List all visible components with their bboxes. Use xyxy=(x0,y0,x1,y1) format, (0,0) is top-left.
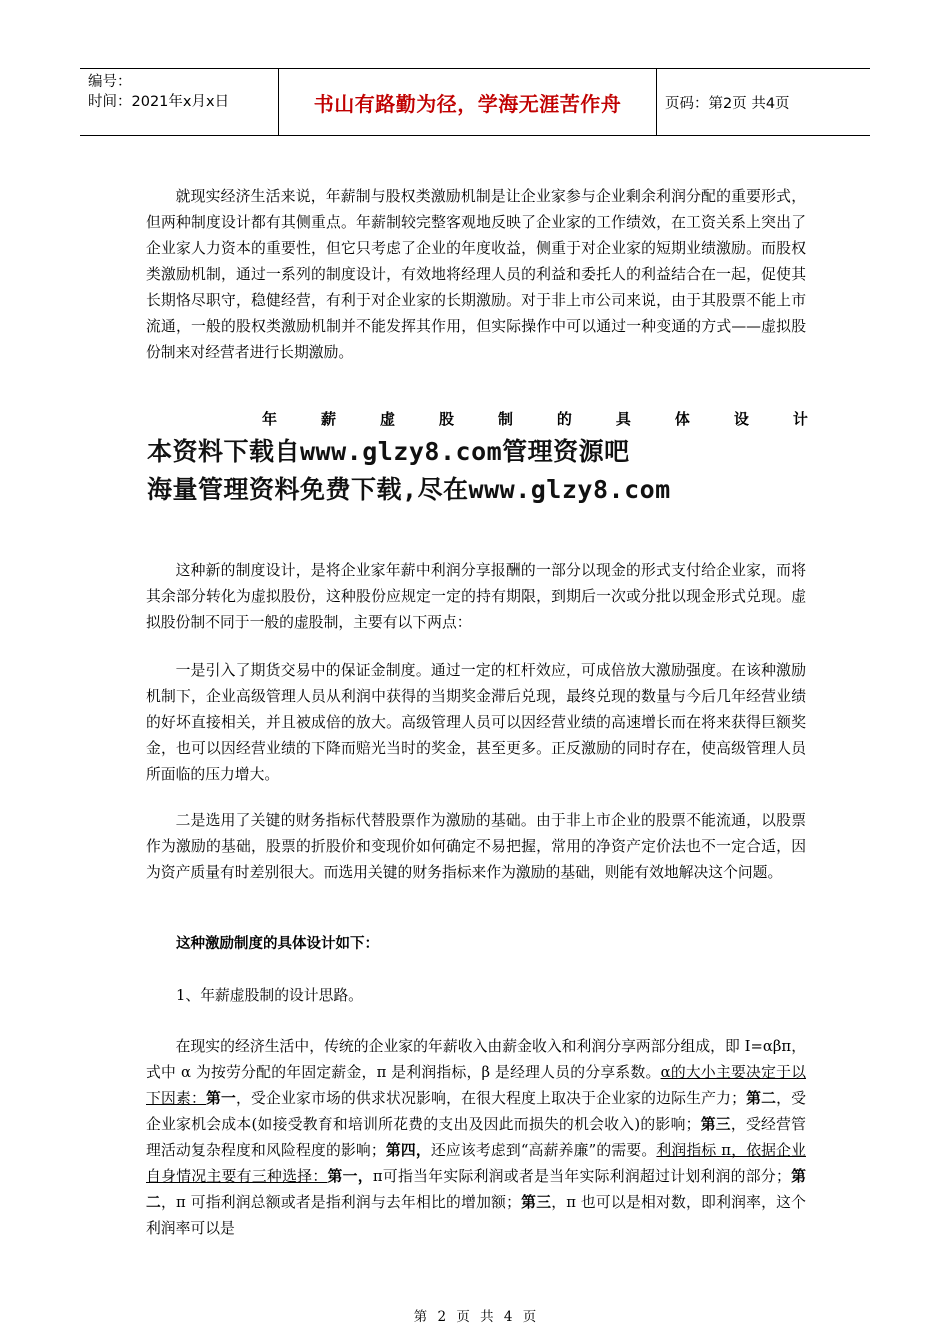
design-heading: 这种激励制度的具体设计如下： xyxy=(176,936,379,952)
text-run: ，π 也可以是相对数，即利润率，这个利润率可以是 xyxy=(146,1194,806,1237)
paragraph-5 xyxy=(146,1034,806,1242)
bold-run: 第三 xyxy=(700,1116,731,1133)
title-char: 虚 xyxy=(379,410,395,428)
title-char: 设 xyxy=(733,410,749,428)
title-char: 的 xyxy=(556,410,572,428)
paragraph-text: 这种新的制度设计，是将企业家年薪中利润分享报酬的一部分以现金的形式支付给企业家，而将其余部分转化为虚拟股份，这种股份应规定一定的持有期限，到期后一次或分批以现金形式兑现。虚拟股份制不同于一般的虚股制，主要有以下两点： xyxy=(146,562,806,631)
page-header xyxy=(80,68,870,136)
paragraph-text: 一是引入了期货交易中的保证金制度。通过一定的杠杆效应，可成倍放大激励强度。在该种激励机制下，企业高级管理人员从利润中获得的当期奖金滞后兑现，最终兑现的数量与今后几年经营业绩的好坏直接相关，并且被成倍的放大。高级管理人员可以因经营业绩的高速增长而在将来获得巨额奖金，也可以因经营业绩的下降而赔光当时的奖金，甚至更多。正反激励的同时存在，使高级管理人员所面临的压力增大。 xyxy=(146,662,806,783)
bold-run: 第一 xyxy=(206,1090,237,1107)
text-run: ，受企业家市场的供求状况影响，在很大程度上取决于企业家的边际生产力； xyxy=(236,1090,746,1107)
title-char: 具 xyxy=(615,410,631,428)
underlined-run: 利润指标 π，依据企业自身情况主要有三种选择： xyxy=(146,1142,806,1185)
paragraph-4 xyxy=(146,808,806,886)
paragraph-text: 二是选用了关键的财务指标代替股票作为激励的基础。由于非上市企业的股票不能流通，以股票作为激励的基础，股票的折股价和变现价如何确定不易把握，常用的净资产定价法也不一定合适，因为资产质量有时差别很大。而选用关键的财务指标来作为激励的基础，则能有效地解决这个问题。 xyxy=(146,812,806,881)
bold-run: 第一， xyxy=(327,1168,373,1185)
header-meta xyxy=(80,69,279,135)
paragraph-text: 就现实经济生活来说，年薪制与股权类激励机制是让企业家参与企业剩余利润分配的重要形式，但两种制度设计都有其侧重点。年薪制较完整客观地反映了企业家的工作绩效，在工资关系上突出了企业家人力资本的重要性，但它只考虑了企业的年度收益，侧重于对企业家的短期业绩激励。而股权类激励机制，通过一系列的制度设计，有效地将经理人员的利益和委托人的利益结合在一起，促使其长期恪尽职守，稳健经营，有利于对企业家的长期激励。对于非上市公司来说，由于其股票不能上市流通，一般的股权类激励机制并不能发挥其作用，但实际操作中可以通过一种变通的方式——虚拟股份制来对经营者进行长期激励。 xyxy=(146,188,806,361)
design-subheading: 1、年薪虚股制的设计思路。 xyxy=(176,987,363,1004)
text-run: ，π 可指利润总额或者是指利润与去年相比的增加额； xyxy=(161,1194,521,1211)
paragraph-2 xyxy=(146,558,806,636)
text-run: ，受企业家机会成本(如接受教育和培训所花费的支出及因此而损失的机会收入)的影响； xyxy=(146,1090,806,1133)
paragraph-text xyxy=(146,1034,806,1242)
underlined-run: α的大小主要决定于以下因素： xyxy=(146,1064,806,1107)
paragraph-3 xyxy=(146,658,806,788)
serial-label: 编号： xyxy=(88,74,132,90)
page-footer: 第 2 页 共 4 页 xyxy=(413,1309,537,1325)
text-run: 在现实的经济生活中，传统的企业家的年薪收入由薪金收入和利润分享两部分组成，即 I=αβπ，式中 α 为按劳分配的年固定薪金，π 是利润指标，β 是经理人员的分享系数。 xyxy=(146,1038,806,1081)
bold-run: 第二 xyxy=(146,1168,806,1211)
text-run: 还应该考虑到“高薪养廉”的需要。 xyxy=(430,1142,657,1159)
header-page-info: 页码：第2页 共4页 xyxy=(665,95,790,112)
title-char: 计 xyxy=(792,410,808,428)
bold-run: 第二 xyxy=(745,1090,777,1107)
title-char: 体 xyxy=(674,410,690,428)
bold-run: 第三 xyxy=(520,1194,552,1211)
title-char: 股 xyxy=(438,410,454,428)
title-char: 薪 xyxy=(320,410,336,428)
watermark-banner-1: 本资料下载自www.glzy8.com管理资源吧 xyxy=(147,437,630,466)
header-motto-cell xyxy=(279,69,657,135)
motto: 书山有路勤为径，学海无涯苦作舟 xyxy=(313,91,622,116)
section-title xyxy=(262,408,808,429)
paragraph-1 xyxy=(146,184,806,366)
bold-run: 第四， xyxy=(385,1142,431,1159)
title-char: 年 xyxy=(262,410,278,428)
text-run: ，受经营管理活动复杂程度和风险程度的影响； xyxy=(146,1116,806,1159)
time-label: 时间：2021年x月x日 xyxy=(88,94,230,110)
title-char: 制 xyxy=(497,410,513,428)
text-run: π可指当年实际利润或者是当年实际利润超过计划利润的部分； xyxy=(372,1168,791,1185)
watermark-banner-2: 海量管理资料免费下载,尽在www.glzy8.com xyxy=(147,475,671,504)
